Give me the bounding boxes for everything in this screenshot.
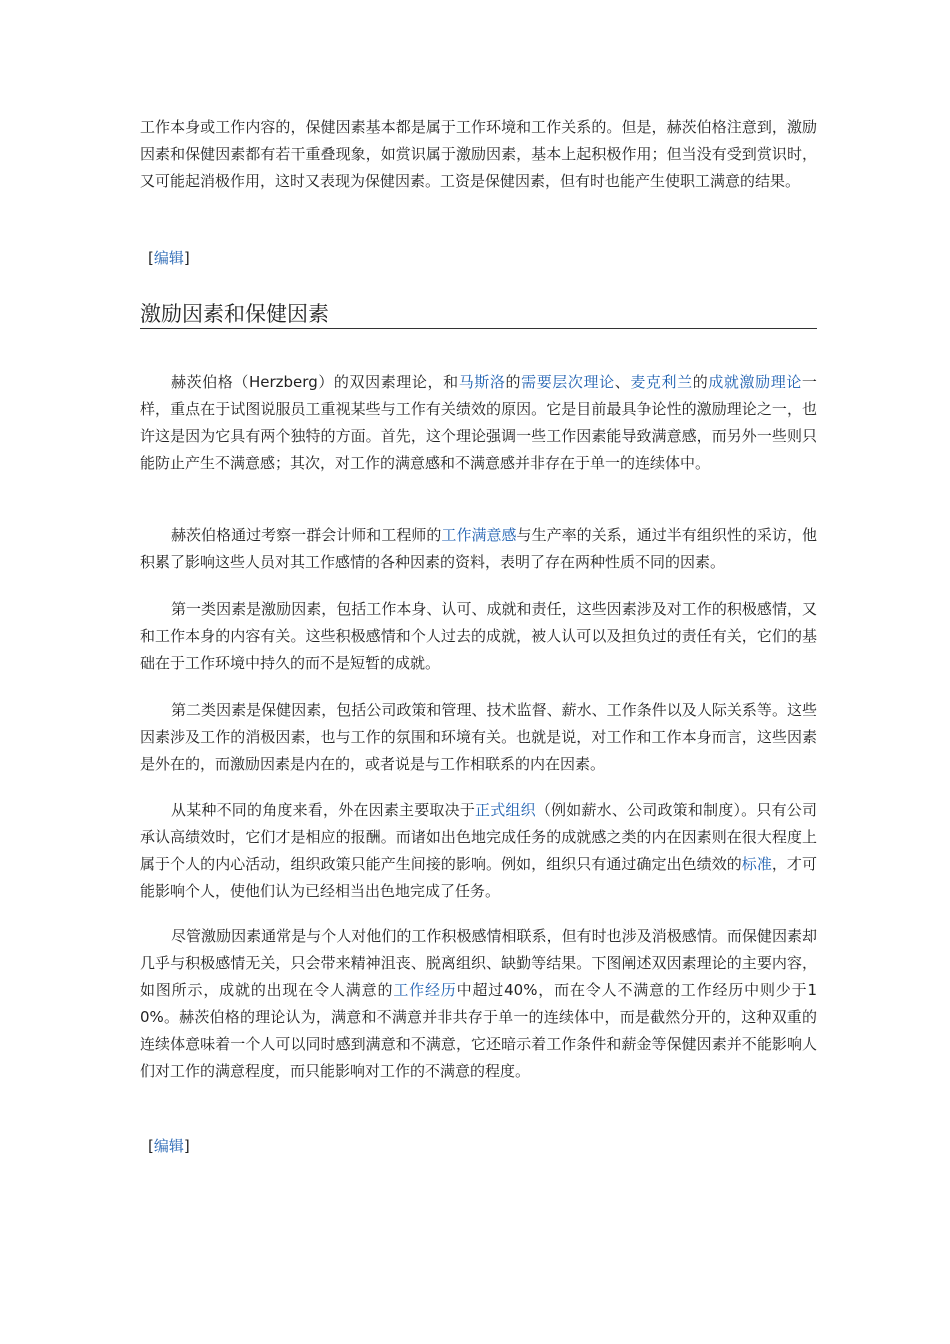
- link-job-satisfaction[interactable]: 工作满意感: [441, 526, 517, 544]
- edit-section-link-2: [148, 1136, 190, 1156]
- bracket-close: ]: [183, 1137, 190, 1155]
- text: 赫茨伯格（Herzberg）的双因素理论，和: [171, 373, 459, 391]
- paragraph-3: 第一类因素是激励因素，包括工作本身、认可、成就和责任，这些因素涉及对工作的积极感情，又和工作本身的内容有关。这些积极感情和个人过去的成就，被人认可以及担负过的责任有关，它们的基础在于工作环境中持久的而不是短暂的成就。: [140, 600, 817, 672]
- text: 中超过40%，而在令人不满意的工作经历中则少于10%。赫茨伯格的理论认为，满意和不满意并非共存于单一的连续体中，而是截然分开的，这种双重的连续体意味着一个人可以同时感到满意和不满意，它还暗示着工作条件和薪金等保健因素并不能影响人们对工作的满意程度，而只能影响对工作的不满意的程度。: [140, 981, 817, 1080]
- text: 从某种不同的角度来看，外在因素主要取决于: [171, 801, 476, 819]
- link-standard[interactable]: 标准: [741, 855, 772, 873]
- link-mcclelland[interactable]: 麦克利兰: [630, 373, 693, 391]
- link-maslow[interactable]: 马斯洛: [458, 373, 506, 391]
- paragraph-6: [140, 923, 817, 1085]
- text: 赫茨伯格通过考察一群会计师和工程师的: [171, 526, 442, 544]
- bracket-close: ]: [183, 249, 190, 267]
- text: 、: [614, 373, 631, 391]
- link-hierarchy-of-needs[interactable]: 需要层次理论: [521, 373, 615, 391]
- section-heading: 激励因素和保健因素: [140, 300, 817, 329]
- link-achievement-theory[interactable]: 成就激励理论: [708, 373, 802, 391]
- edit-section-link: [148, 248, 190, 268]
- text: 与生产率的关系，通过半有组织性的采访，他积累了影响这些人员对其工作感情的各种因素的资料，表明了存在两种性质不同的因素。: [140, 526, 817, 571]
- intro-paragraph: 工作本身或工作内容的，保健因素基本都是属于工作环境和工作关系的。但是，赫茨伯格注意到，激励因素和保健因素都有若干重叠现象，如赏识属于激励因素，基本上起积极作用；但当没有受到赏识时，又可能起消极作用，这时又表现为保健因素。工资是保健因素，但有时也能产生使职工满意的结果。: [140, 118, 817, 190]
- text: 尽管激励因素通常是与个人对他们的工作积极感情相联系，但有时也涉及消极感情。而保健因素却几乎与积极感情无关，只会带来精神沮丧、脱离组织、缺勤等结果。下图阐述双因素理论的主要内容，如图所示，成就的出现在令人满意的: [140, 927, 817, 999]
- paragraph-2: [140, 522, 817, 576]
- bracket-open: [: [148, 1137, 154, 1155]
- bracket-open: [: [148, 249, 154, 267]
- paragraph-1: [140, 369, 817, 477]
- text: 一样，重点在于试图说服员工重视某些与工作有关绩效的原因。它是目前最具争论性的激励理论之一，也许这是因为它具有两个独特的方面。首先，这个理论强调一些工作因素能导致满意感，而另外一些则只能防止产生不满意感；其次，对工作的满意感和不满意感并非存在于单一的连续体中。: [140, 373, 817, 472]
- text: 的: [505, 373, 522, 391]
- text: 的: [692, 373, 709, 391]
- edit-link[interactable]: 编辑: [153, 249, 184, 267]
- text: （例如薪水、公司政策和制度）。只有公司承认高绩效时，它们才是相应的报酬。而诸如出色地完成任务的成就感之类的内在因素则在很大程度上属于个人的内心活动，组织政策只能产生间接的影响。例如，组织只有通过确定出色绩效的: [140, 801, 817, 873]
- paragraph-4: 第二类因素是保健因素，包括公司政策和管理、技术监督、薪水、工作条件以及人际关系等。这些因素涉及工作的消极因素，也与工作的氛围和环境有关。也就是说，对工作和工作本身而言，这些因素是外在的，而激励因素是内在的，或者说是与工作相联系的内在因素。: [140, 701, 817, 773]
- link-work-experience[interactable]: 工作经历: [393, 981, 457, 999]
- paragraph-5: [140, 797, 817, 905]
- link-formal-organization[interactable]: 正式组织: [475, 801, 536, 819]
- edit-link[interactable]: 编辑: [153, 1137, 184, 1155]
- text: ，才可能影响个人，使他们认为已经相当出色地完成了任务。: [140, 855, 817, 900]
